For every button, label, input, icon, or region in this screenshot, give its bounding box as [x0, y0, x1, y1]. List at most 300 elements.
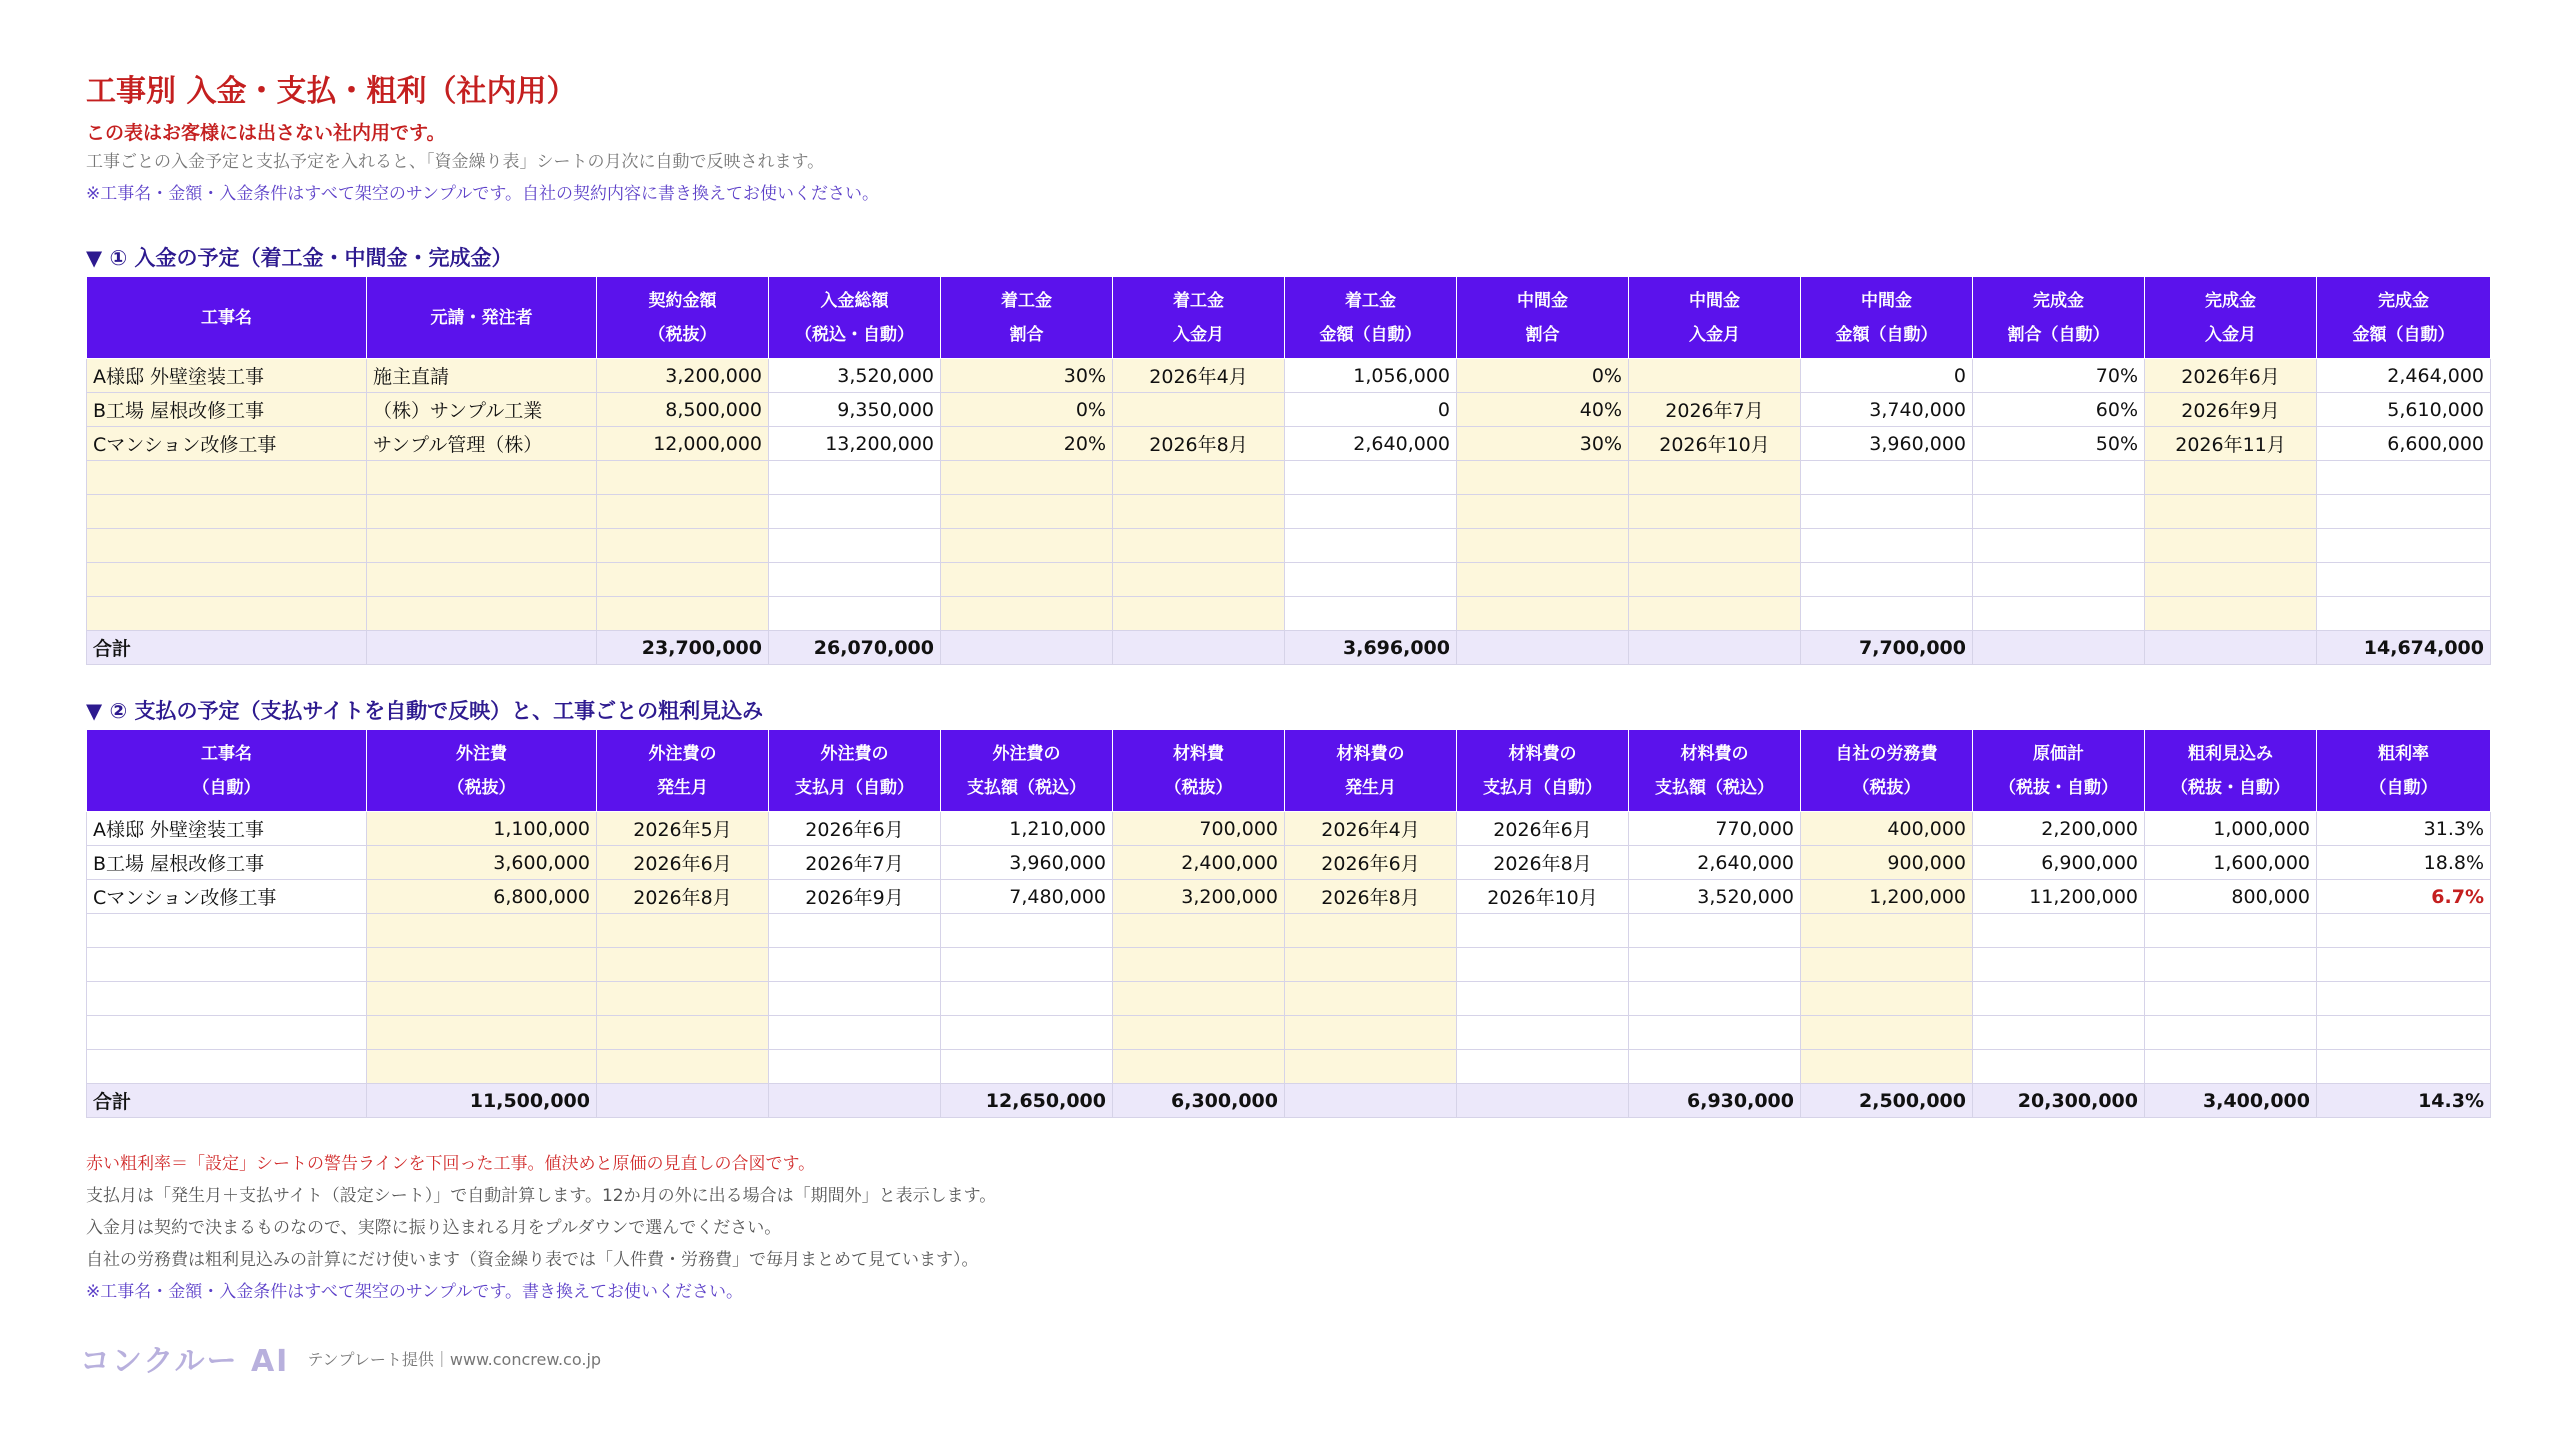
table-cell[interactable]	[2317, 495, 2491, 529]
table-cell[interactable]: 1,056,000	[1285, 359, 1457, 393]
table-cell[interactable]	[769, 1050, 941, 1084]
table-cell[interactable]	[2145, 597, 2317, 631]
table-cell[interactable]	[1285, 1050, 1457, 1084]
table-cell[interactable]	[1285, 914, 1457, 948]
table-cell[interactable]: 400,000	[1801, 812, 1973, 846]
table-cell[interactable]: 13,200,000	[769, 427, 941, 461]
table-cell[interactable]	[87, 495, 367, 529]
table-cell[interactable]	[2317, 982, 2491, 1016]
table-cell[interactable]	[367, 1050, 597, 1084]
table-cell[interactable]	[1801, 529, 1973, 563]
table-cell[interactable]	[1629, 461, 1801, 495]
table-cell[interactable]	[1113, 1050, 1285, 1084]
table-cell[interactable]	[367, 982, 597, 1016]
table-cell[interactable]: B工場 屋根改修工事	[87, 846, 367, 880]
table-cell[interactable]: 1,000,000	[2145, 812, 2317, 846]
header-label: 完成金	[2205, 290, 2256, 311]
table-cell[interactable]: 3,960,000	[941, 846, 1113, 880]
table-cell[interactable]	[597, 982, 769, 1016]
table-cell[interactable]	[1629, 495, 1801, 529]
sample-note: ※工事名・金額・入金条件はすべて架空のサンプルです。自社の契約内容に書き換えてお使いください。	[86, 184, 880, 204]
table-cell[interactable]: 1,210,000	[941, 812, 1113, 846]
table-cell[interactable]	[1629, 948, 1801, 982]
table-cell[interactable]: 合計	[87, 1084, 367, 1118]
table-cell[interactable]	[941, 461, 1113, 495]
table-cell[interactable]	[1973, 461, 2145, 495]
table-cell[interactable]	[597, 563, 769, 597]
table-cell[interactable]	[367, 597, 597, 631]
income-col-header-12[interactable]	[2317, 277, 2491, 359]
table-cell[interactable]	[597, 914, 769, 948]
table-cell[interactable]	[769, 1016, 941, 1050]
table-cell[interactable]: 700,000	[1113, 812, 1285, 846]
table-cell[interactable]: 7,480,000	[941, 880, 1113, 914]
table-cell[interactable]	[1113, 948, 1285, 982]
table-cell[interactable]: 2,464,000	[2317, 359, 2491, 393]
table-cell[interactable]	[2317, 597, 2491, 631]
table-cell[interactable]: 50%	[1973, 427, 2145, 461]
table-cell[interactable]	[87, 914, 367, 948]
table-cell[interactable]	[1973, 631, 2145, 665]
table-cell[interactable]: 800,000	[2145, 880, 2317, 914]
table-cell[interactable]: 3,520,000	[1629, 880, 1801, 914]
table-cell[interactable]: 23,700,000	[597, 631, 769, 665]
income-table-row-empty	[87, 495, 2491, 529]
table-cell[interactable]	[2145, 563, 2317, 597]
table-cell[interactable]	[1973, 529, 2145, 563]
income-col-header-11[interactable]	[2145, 277, 2317, 359]
table-cell[interactable]	[2317, 461, 2491, 495]
income-col-header-1[interactable]	[367, 277, 597, 359]
table-cell[interactable]	[597, 495, 769, 529]
table-cell[interactable]	[2145, 495, 2317, 529]
table-cell[interactable]	[2317, 1016, 2491, 1050]
table-cell[interactable]	[941, 1050, 1113, 1084]
header-label: 中間金	[1517, 290, 1568, 311]
table-cell[interactable]	[2317, 1050, 2491, 1084]
table-cell[interactable]	[1801, 914, 1973, 948]
table-cell[interactable]	[1801, 982, 1973, 1016]
header-sublabel: （自動）	[192, 777, 261, 798]
table-cell[interactable]: B工場 屋根改修工事	[87, 393, 367, 427]
table-cell[interactable]	[597, 529, 769, 563]
table-cell[interactable]: 11,500,000	[367, 1084, 597, 1118]
table-cell[interactable]: 60%	[1973, 393, 2145, 427]
header-sublabel: 支払月（自動）	[795, 777, 914, 798]
table-cell[interactable]: 2026年8月	[1113, 427, 1285, 461]
table-cell[interactable]	[2145, 461, 2317, 495]
table-cell[interactable]	[2145, 982, 2317, 1016]
income-table	[86, 276, 2491, 665]
table-cell[interactable]	[941, 563, 1113, 597]
table-cell[interactable]: 2026年6月	[1285, 846, 1457, 880]
table-cell[interactable]	[367, 461, 597, 495]
table-cell[interactable]: 0%	[1457, 359, 1629, 393]
table-cell[interactable]: 5,610,000	[2317, 393, 2491, 427]
table-cell[interactable]	[1801, 1050, 1973, 1084]
table-cell[interactable]	[1457, 461, 1629, 495]
income-col-header-7[interactable]	[1457, 277, 1629, 359]
table-cell[interactable]: 0%	[941, 393, 1113, 427]
table-cell[interactable]: サンプル管理（株）	[367, 427, 597, 461]
table-cell[interactable]	[2145, 631, 2317, 665]
table-cell[interactable]	[1973, 495, 2145, 529]
income-col-header-0[interactable]	[87, 277, 367, 359]
table-cell[interactable]: 2026年5月	[597, 812, 769, 846]
table-cell[interactable]: 14.3%	[2317, 1084, 2491, 1118]
table-cell[interactable]	[941, 495, 1113, 529]
table-cell[interactable]	[87, 461, 367, 495]
header-sublabel: 金額（自動）	[1835, 324, 1938, 345]
table-cell[interactable]: 6,930,000	[1629, 1084, 1801, 1118]
table-cell[interactable]	[1457, 1084, 1629, 1118]
table-cell[interactable]: 31.3%	[2317, 812, 2491, 846]
table-cell[interactable]	[1973, 1016, 2145, 1050]
table-cell[interactable]	[769, 1084, 941, 1118]
table-cell[interactable]	[1285, 563, 1457, 597]
table-cell[interactable]: 施主直請	[367, 359, 597, 393]
table-cell[interactable]	[941, 597, 1113, 631]
table-cell[interactable]: 11,200,000	[1973, 880, 2145, 914]
table-cell[interactable]: 2026年6月	[769, 812, 941, 846]
table-cell[interactable]	[87, 1050, 367, 1084]
table-cell[interactable]	[1629, 1050, 1801, 1084]
table-cell[interactable]: 3,960,000	[1801, 427, 1973, 461]
table-cell[interactable]	[87, 563, 367, 597]
table-cell[interactable]: 2026年8月	[1457, 846, 1629, 880]
table-cell[interactable]	[1113, 393, 1285, 427]
table-cell[interactable]: 2026年8月	[1285, 880, 1457, 914]
table-cell[interactable]	[1113, 1016, 1285, 1050]
table-cell[interactable]	[941, 948, 1113, 982]
payment-col-header-9[interactable]	[1801, 730, 1973, 812]
table-cell[interactable]: 6,600,000	[2317, 427, 2491, 461]
table-cell[interactable]	[597, 1050, 769, 1084]
table-cell[interactable]	[2317, 563, 2491, 597]
table-cell[interactable]	[1973, 982, 2145, 1016]
table-cell[interactable]	[597, 1084, 769, 1118]
header-sublabel: （税抜）	[1164, 777, 1233, 798]
table-cell[interactable]	[1457, 1050, 1629, 1084]
table-cell[interactable]: 3,520,000	[769, 359, 941, 393]
table-cell[interactable]	[1285, 495, 1457, 529]
header-label: 着工金	[1001, 290, 1052, 311]
table-cell[interactable]	[597, 461, 769, 495]
table-cell[interactable]	[1629, 982, 1801, 1016]
table-cell[interactable]: 2026年7月	[769, 846, 941, 880]
table-cell[interactable]: 3,400,000	[2145, 1084, 2317, 1118]
table-cell[interactable]: 900,000	[1801, 846, 1973, 880]
payment-col-header-5[interactable]	[1113, 730, 1285, 812]
income-table-row	[87, 359, 2491, 393]
header-sublabel: 支払月（自動）	[1483, 777, 1602, 798]
table-cell[interactable]: 2026年6月	[1457, 812, 1629, 846]
payment-col-header-3[interactable]	[769, 730, 941, 812]
table-cell[interactable]: 18.8%	[2317, 846, 2491, 880]
table-cell[interactable]: 770,000	[1629, 812, 1801, 846]
income-col-header-4[interactable]	[941, 277, 1113, 359]
table-cell[interactable]	[1285, 1084, 1457, 1118]
table-cell[interactable]	[1973, 914, 2145, 948]
header-sublabel: 入金月	[1173, 324, 1224, 345]
income-table-row-empty	[87, 529, 2491, 563]
table-cell[interactable]: 26,070,000	[769, 631, 941, 665]
income-table-row	[87, 427, 2491, 461]
table-cell[interactable]	[1629, 597, 1801, 631]
income-col-header-6[interactable]	[1285, 277, 1457, 359]
table-cell[interactable]: 20,300,000	[1973, 1084, 2145, 1118]
footnote-labor-cost: 自社の労務費は粗利見込みの計算にだけ使います（資金繰り表では「人件費・労務費」で毎月まとめて見ています）。	[86, 1250, 979, 1270]
table-cell[interactable]: 6,800,000	[367, 880, 597, 914]
payment-col-header-10[interactable]	[1973, 730, 2145, 812]
table-cell[interactable]	[367, 914, 597, 948]
table-cell[interactable]	[1113, 597, 1285, 631]
table-cell[interactable]	[597, 1016, 769, 1050]
table-cell[interactable]	[87, 948, 367, 982]
table-cell[interactable]: 3,200,000	[1113, 880, 1285, 914]
table-cell[interactable]	[367, 495, 597, 529]
table-cell[interactable]: 2026年6月	[597, 846, 769, 880]
table-cell[interactable]	[769, 982, 941, 1016]
table-cell[interactable]: 12,650,000	[941, 1084, 1113, 1118]
table-cell[interactable]	[2145, 1050, 2317, 1084]
table-cell[interactable]	[1457, 563, 1629, 597]
table-cell[interactable]	[769, 597, 941, 631]
table-cell[interactable]	[1801, 1016, 1973, 1050]
table-cell[interactable]: 2026年9月	[769, 880, 941, 914]
table-cell[interactable]: 30%	[941, 359, 1113, 393]
table-cell[interactable]: 2026年4月	[1285, 812, 1457, 846]
table-cell[interactable]	[1113, 461, 1285, 495]
table-cell[interactable]	[1285, 1016, 1457, 1050]
payment-col-header-12[interactable]	[2317, 730, 2491, 812]
header-label: 粗利見込み	[2188, 743, 2273, 764]
table-cell[interactable]: 30%	[1457, 427, 1629, 461]
table-cell[interactable]	[1629, 914, 1801, 948]
table-cell[interactable]	[87, 1016, 367, 1050]
table-cell[interactable]	[597, 597, 769, 631]
table-cell[interactable]	[1457, 948, 1629, 982]
table-cell[interactable]: 3,200,000	[597, 359, 769, 393]
table-cell[interactable]	[2145, 529, 2317, 563]
table-cell[interactable]: 1,100,000	[367, 812, 597, 846]
table-cell[interactable]: A様邸 外壁塗装工事	[87, 359, 367, 393]
table-cell[interactable]: 0	[1285, 393, 1457, 427]
table-cell[interactable]: 14,674,000	[2317, 631, 2491, 665]
income-col-header-5[interactable]	[1113, 277, 1285, 359]
header-sublabel: 割合（自動）	[2007, 324, 2110, 345]
income-col-header-3[interactable]	[769, 277, 941, 359]
table-cell[interactable]	[367, 563, 597, 597]
table-cell[interactable]	[1457, 631, 1629, 665]
table-cell[interactable]: 2,200,000	[1973, 812, 2145, 846]
table-cell[interactable]: 3,696,000	[1285, 631, 1457, 665]
footnote-red-margin: 赤い粗利率＝「設定」シートの警告ラインを下回った工事。値決めと原価の見直しの合図です。	[86, 1154, 816, 1174]
brand-logo: コンクルー AI	[80, 1344, 290, 1379]
table-cell[interactable]	[367, 1016, 597, 1050]
table-cell[interactable]	[1113, 495, 1285, 529]
table-cell[interactable]	[1457, 982, 1629, 1016]
income-table-row-empty	[87, 597, 2491, 631]
table-cell[interactable]	[1973, 948, 2145, 982]
table-cell[interactable]	[1285, 597, 1457, 631]
payment-col-header-1[interactable]	[367, 730, 597, 812]
payment-table-row-empty	[87, 982, 2491, 1016]
table-cell[interactable]	[941, 1016, 1113, 1050]
table-cell[interactable]: 6,900,000	[1973, 846, 2145, 880]
payment-col-header-8[interactable]	[1629, 730, 1801, 812]
table-cell[interactable]: 1,600,000	[2145, 846, 2317, 880]
table-cell[interactable]: 2026年10月	[1457, 880, 1629, 914]
header-label: 材料費の	[1336, 743, 1405, 764]
header-label: 元請・発注者	[430, 307, 533, 328]
header-label: 入金総額	[820, 290, 889, 311]
table-cell[interactable]	[1801, 597, 1973, 631]
table-cell[interactable]	[769, 948, 941, 982]
header-sublabel: 入金月	[1689, 324, 1740, 345]
income-table-row-empty	[87, 563, 2491, 597]
table-cell[interactable]	[941, 631, 1113, 665]
table-cell[interactable]: （株）サンプル工業	[367, 393, 597, 427]
table-cell[interactable]	[87, 597, 367, 631]
table-cell[interactable]	[1113, 529, 1285, 563]
table-cell[interactable]	[2317, 948, 2491, 982]
table-cell[interactable]	[1629, 1016, 1801, 1050]
table-cell[interactable]	[1629, 359, 1801, 393]
table-cell[interactable]	[1629, 631, 1801, 665]
table-cell[interactable]	[1801, 495, 1973, 529]
description-note: 工事ごとの入金予定と支払予定を入れると、「資金繰り表」シートの月次に自動で反映されます。	[86, 152, 825, 172]
table-cell[interactable]	[769, 914, 941, 948]
table-cell[interactable]	[941, 914, 1113, 948]
table-cell[interactable]: 2026年10月	[1629, 427, 1801, 461]
table-cell[interactable]: 合計	[87, 631, 367, 665]
table-cell[interactable]: Cマンション改修工事	[87, 427, 367, 461]
table-cell[interactable]	[1285, 529, 1457, 563]
table-cell[interactable]: 0	[1801, 359, 1973, 393]
table-cell[interactable]	[367, 529, 597, 563]
table-cell[interactable]: 12,000,000	[597, 427, 769, 461]
table-cell[interactable]	[2145, 1016, 2317, 1050]
table-cell[interactable]: 2,400,000	[1113, 846, 1285, 880]
table-cell[interactable]	[941, 529, 1113, 563]
payment-col-header-6[interactable]	[1285, 730, 1457, 812]
table-cell[interactable]: 9,350,000	[769, 393, 941, 427]
table-cell[interactable]	[597, 948, 769, 982]
payment-table	[86, 729, 2491, 1118]
table-cell[interactable]: 8,500,000	[597, 393, 769, 427]
table-cell[interactable]	[1457, 597, 1629, 631]
table-cell[interactable]: 6.7%	[2317, 880, 2491, 914]
table-cell[interactable]: 2026年9月	[2145, 393, 2317, 427]
table-cell[interactable]	[769, 563, 941, 597]
table-cell[interactable]: 20%	[941, 427, 1113, 461]
table-cell[interactable]: 2,640,000	[1285, 427, 1457, 461]
table-cell[interactable]	[1113, 563, 1285, 597]
table-cell[interactable]	[1801, 461, 1973, 495]
table-cell[interactable]	[1285, 982, 1457, 1016]
income-table-row	[87, 393, 2491, 427]
table-cell[interactable]	[1801, 563, 1973, 597]
table-cell[interactable]: Cマンション改修工事	[87, 880, 367, 914]
income-col-header-10[interactable]	[1973, 277, 2145, 359]
table-cell[interactable]	[367, 948, 597, 982]
table-cell[interactable]	[769, 529, 941, 563]
table-cell[interactable]	[1113, 631, 1285, 665]
table-cell[interactable]	[1457, 495, 1629, 529]
table-cell[interactable]	[1285, 948, 1457, 982]
table-cell[interactable]: 2,640,000	[1629, 846, 1801, 880]
table-cell[interactable]: 3,600,000	[367, 846, 597, 880]
table-cell[interactable]	[2145, 914, 2317, 948]
table-cell[interactable]: 7,700,000	[1801, 631, 1973, 665]
header-sublabel: （税抜・自動）	[2171, 777, 2290, 798]
payment-col-header-11[interactable]	[2145, 730, 2317, 812]
table-cell[interactable]: 70%	[1973, 359, 2145, 393]
income-col-header-2[interactable]	[597, 277, 769, 359]
table-cell[interactable]	[1973, 1050, 2145, 1084]
payment-col-header-7[interactable]	[1457, 730, 1629, 812]
table-cell[interactable]	[941, 982, 1113, 1016]
income-col-header-8[interactable]	[1629, 277, 1801, 359]
footnote-sample: ※工事名・金額・入金条件はすべて架空のサンプルです。書き換えてお使いください。	[86, 1282, 744, 1302]
table-cell[interactable]: 3,740,000	[1801, 393, 1973, 427]
table-cell[interactable]: 2026年7月	[1629, 393, 1801, 427]
table-cell[interactable]	[2317, 529, 2491, 563]
income-col-header-9[interactable]	[1801, 277, 1973, 359]
payment-col-header-0[interactable]	[87, 730, 367, 812]
table-cell[interactable]	[1113, 914, 1285, 948]
table-cell[interactable]: 1,200,000	[1801, 880, 1973, 914]
payment-col-header-2[interactable]	[597, 730, 769, 812]
table-cell[interactable]	[1629, 529, 1801, 563]
header-label: 粗利率	[2378, 743, 2429, 764]
table-cell[interactable]	[1457, 914, 1629, 948]
header-sublabel: 割合	[1009, 324, 1044, 345]
table-cell[interactable]	[2317, 914, 2491, 948]
table-cell[interactable]	[1629, 563, 1801, 597]
table-cell[interactable]	[769, 461, 941, 495]
table-cell[interactable]	[1973, 563, 2145, 597]
table-cell[interactable]	[1285, 461, 1457, 495]
payment-col-header-4[interactable]	[941, 730, 1113, 812]
header-label: 外注費	[456, 743, 507, 764]
table-cell[interactable]	[367, 631, 597, 665]
table-cell[interactable]	[1113, 982, 1285, 1016]
table-cell[interactable]: 40%	[1457, 393, 1629, 427]
table-cell[interactable]: 2026年4月	[1113, 359, 1285, 393]
table-cell[interactable]	[769, 495, 941, 529]
table-cell[interactable]	[87, 529, 367, 563]
table-cell[interactable]	[1973, 597, 2145, 631]
header-sublabel: （税抜）	[447, 777, 516, 798]
table-cell[interactable]	[2145, 948, 2317, 982]
header-label: 外注費の	[648, 743, 717, 764]
footnote-payment-month: 支払月は「発生月＋支払サイト（設定シート）」で自動計算します。12か月の外に出る場合は「期間外」と表示します。	[86, 1186, 997, 1206]
table-cell[interactable]: 6,300,000	[1113, 1084, 1285, 1118]
page-title: 工事別 入金・支払・粗利（社内用）	[86, 74, 577, 109]
table-cell[interactable]: 2026年8月	[597, 880, 769, 914]
table-cell[interactable]	[1457, 529, 1629, 563]
table-cell[interactable]: 2026年11月	[2145, 427, 2317, 461]
table-cell[interactable]: 2,500,000	[1801, 1084, 1973, 1118]
table-cell[interactable]: A様邸 外壁塗装工事	[87, 812, 367, 846]
table-cell[interactable]	[1801, 948, 1973, 982]
table-cell[interactable]	[1457, 1016, 1629, 1050]
section-payment-title: ▼ ② 支払の予定（支払サイトを自動で反映）と、工事ごとの粗利見込み	[86, 699, 764, 723]
table-cell[interactable]: 2026年6月	[2145, 359, 2317, 393]
table-cell[interactable]	[87, 982, 367, 1016]
